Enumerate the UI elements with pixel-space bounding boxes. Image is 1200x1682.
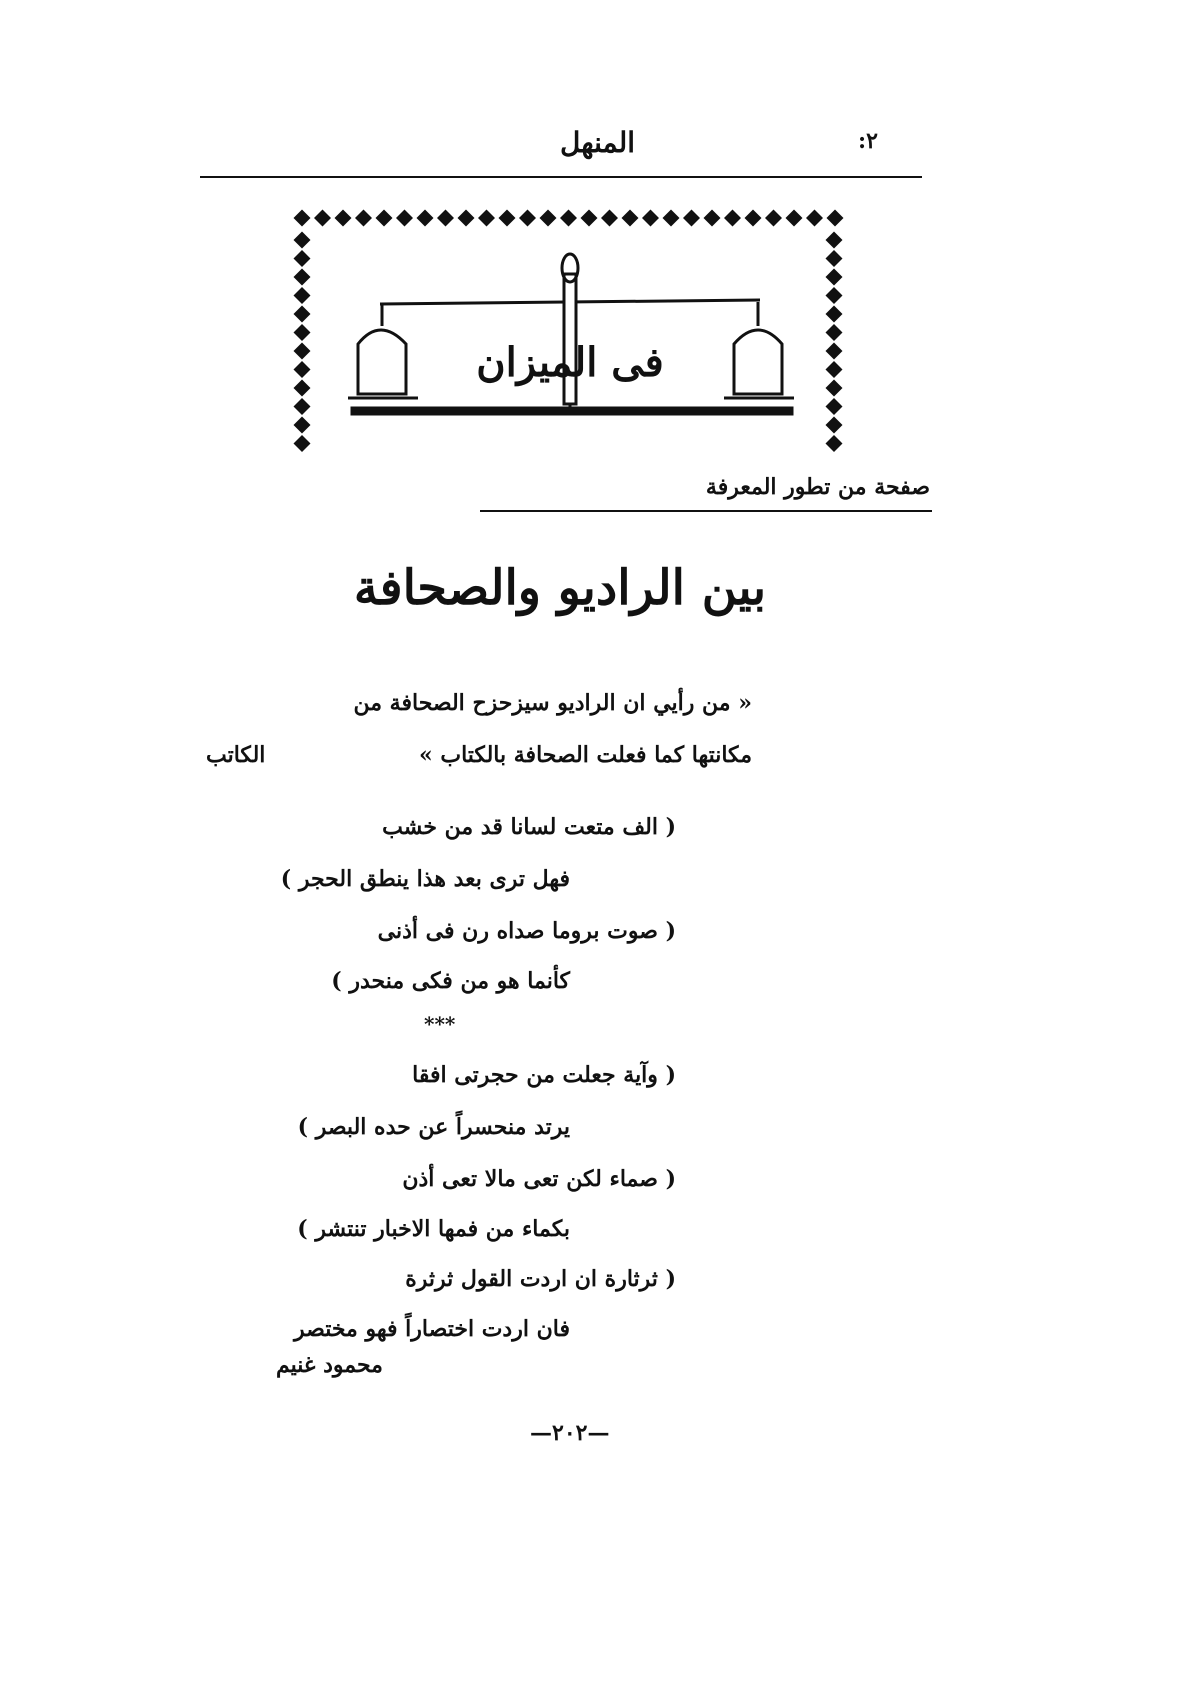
page-number: —۲۰۲— [530, 1420, 610, 1446]
diamond-ornament [765, 210, 782, 227]
epigraph-author: الكاتب [206, 742, 266, 768]
diamond-ornament [355, 210, 372, 227]
diamond-ornament [601, 210, 618, 227]
diamond-ornament [294, 210, 311, 227]
banner-title: فى الميزان [476, 339, 664, 386]
scale-illustration [288, 204, 850, 460]
diamond-ornament [294, 232, 311, 249]
diamond-ornament [437, 210, 454, 227]
diamond-ornament [724, 210, 741, 227]
verse-line: ( وآية جعلت من حجرتى افقا [412, 1062, 676, 1088]
diamond-ornament [417, 210, 434, 227]
diamond-ornament [294, 306, 311, 323]
scale-banner [288, 204, 850, 460]
diamond-ornament [826, 250, 843, 267]
header-divider [200, 176, 922, 178]
diamond-ornament [704, 210, 721, 227]
epigraph-line: مكانتها كما فعلت الصحافة بالكتاب » [418, 742, 752, 768]
verse-line: بكماء من فمها الاخبار تنتشر ) [297, 1216, 570, 1242]
diamond-ornament [478, 210, 495, 227]
verse-line: فان اردت اختصاراً فهو مختصر [294, 1316, 570, 1342]
magazine-title: المنهل [560, 126, 636, 159]
diamond-ornament [376, 210, 393, 227]
diamond-ornament [294, 380, 311, 397]
verse-line: ( صماء لكن تعى مالا تعى أذن [402, 1166, 676, 1192]
diamond-ornament [294, 435, 311, 452]
poem-author: محمود غنيم [276, 1352, 383, 1378]
diamond-ornament [826, 417, 843, 434]
verse-line: ( ثرثارة ان اردت القول ثرثرة [405, 1266, 676, 1292]
diamond-ornament [294, 417, 311, 434]
diamond-ornament [294, 361, 311, 378]
diamond-ornament [786, 210, 803, 227]
diamond-ornament [519, 210, 536, 227]
diamond-ornament [294, 250, 311, 267]
diamond-ornament [581, 210, 598, 227]
diamond-ornament [827, 210, 844, 227]
diamond-ornament [826, 343, 843, 360]
verse-line: فهل ترى بعد هذا ينطق الحجر ) [280, 866, 570, 892]
diamond-ornament [826, 306, 843, 323]
diamond-ornament [826, 232, 843, 249]
diamond-ornament [458, 210, 475, 227]
diamond-ornament [294, 269, 311, 286]
diamond-ornament [499, 210, 516, 227]
section-divider [480, 510, 932, 512]
verse-line: ( الف متعت لسانا قد من خشب [382, 814, 676, 840]
diamond-ornament [806, 210, 823, 227]
diamond-ornament [294, 287, 311, 304]
page-marker: ۲: [858, 128, 878, 154]
diamond-ornament [622, 210, 639, 227]
diamond-ornament [540, 210, 557, 227]
stanza-separator: *** [424, 1012, 456, 1036]
diamond-ornament [294, 398, 311, 415]
epigraph-line: « من رأيي ان الراديو سيزحزح الصحافة من [353, 690, 752, 716]
diamond-ornament [294, 324, 311, 341]
diamond-ornament [314, 210, 331, 227]
verse-line: يرتد منحسراً عن حده البصر ) [297, 1114, 570, 1140]
diamond-ornament [335, 210, 352, 227]
diamond-ornament [826, 435, 843, 452]
diamond-ornament [560, 210, 577, 227]
diamond-ornament [642, 210, 659, 227]
diamond-ornament [826, 398, 843, 415]
section-label: صفحة من تطور المعرفة [705, 474, 930, 500]
diamond-ornament [683, 210, 700, 227]
diamond-ornament [745, 210, 762, 227]
diamond-ornament [663, 210, 680, 227]
article-title: بين الراديو والصحافة [353, 560, 767, 616]
diamond-ornament [826, 324, 843, 341]
diamond-ornament [294, 343, 311, 360]
verse-line: كأنما هو من فكى منحدر ) [331, 968, 570, 994]
diamond-ornament [826, 269, 843, 286]
diamond-ornament [396, 210, 413, 227]
diamond-ornament [826, 380, 843, 397]
verse-line: ( صوت بروما صداه رن فى أذنى [377, 918, 676, 944]
diamond-ornament [826, 287, 843, 304]
diamond-ornament [826, 361, 843, 378]
